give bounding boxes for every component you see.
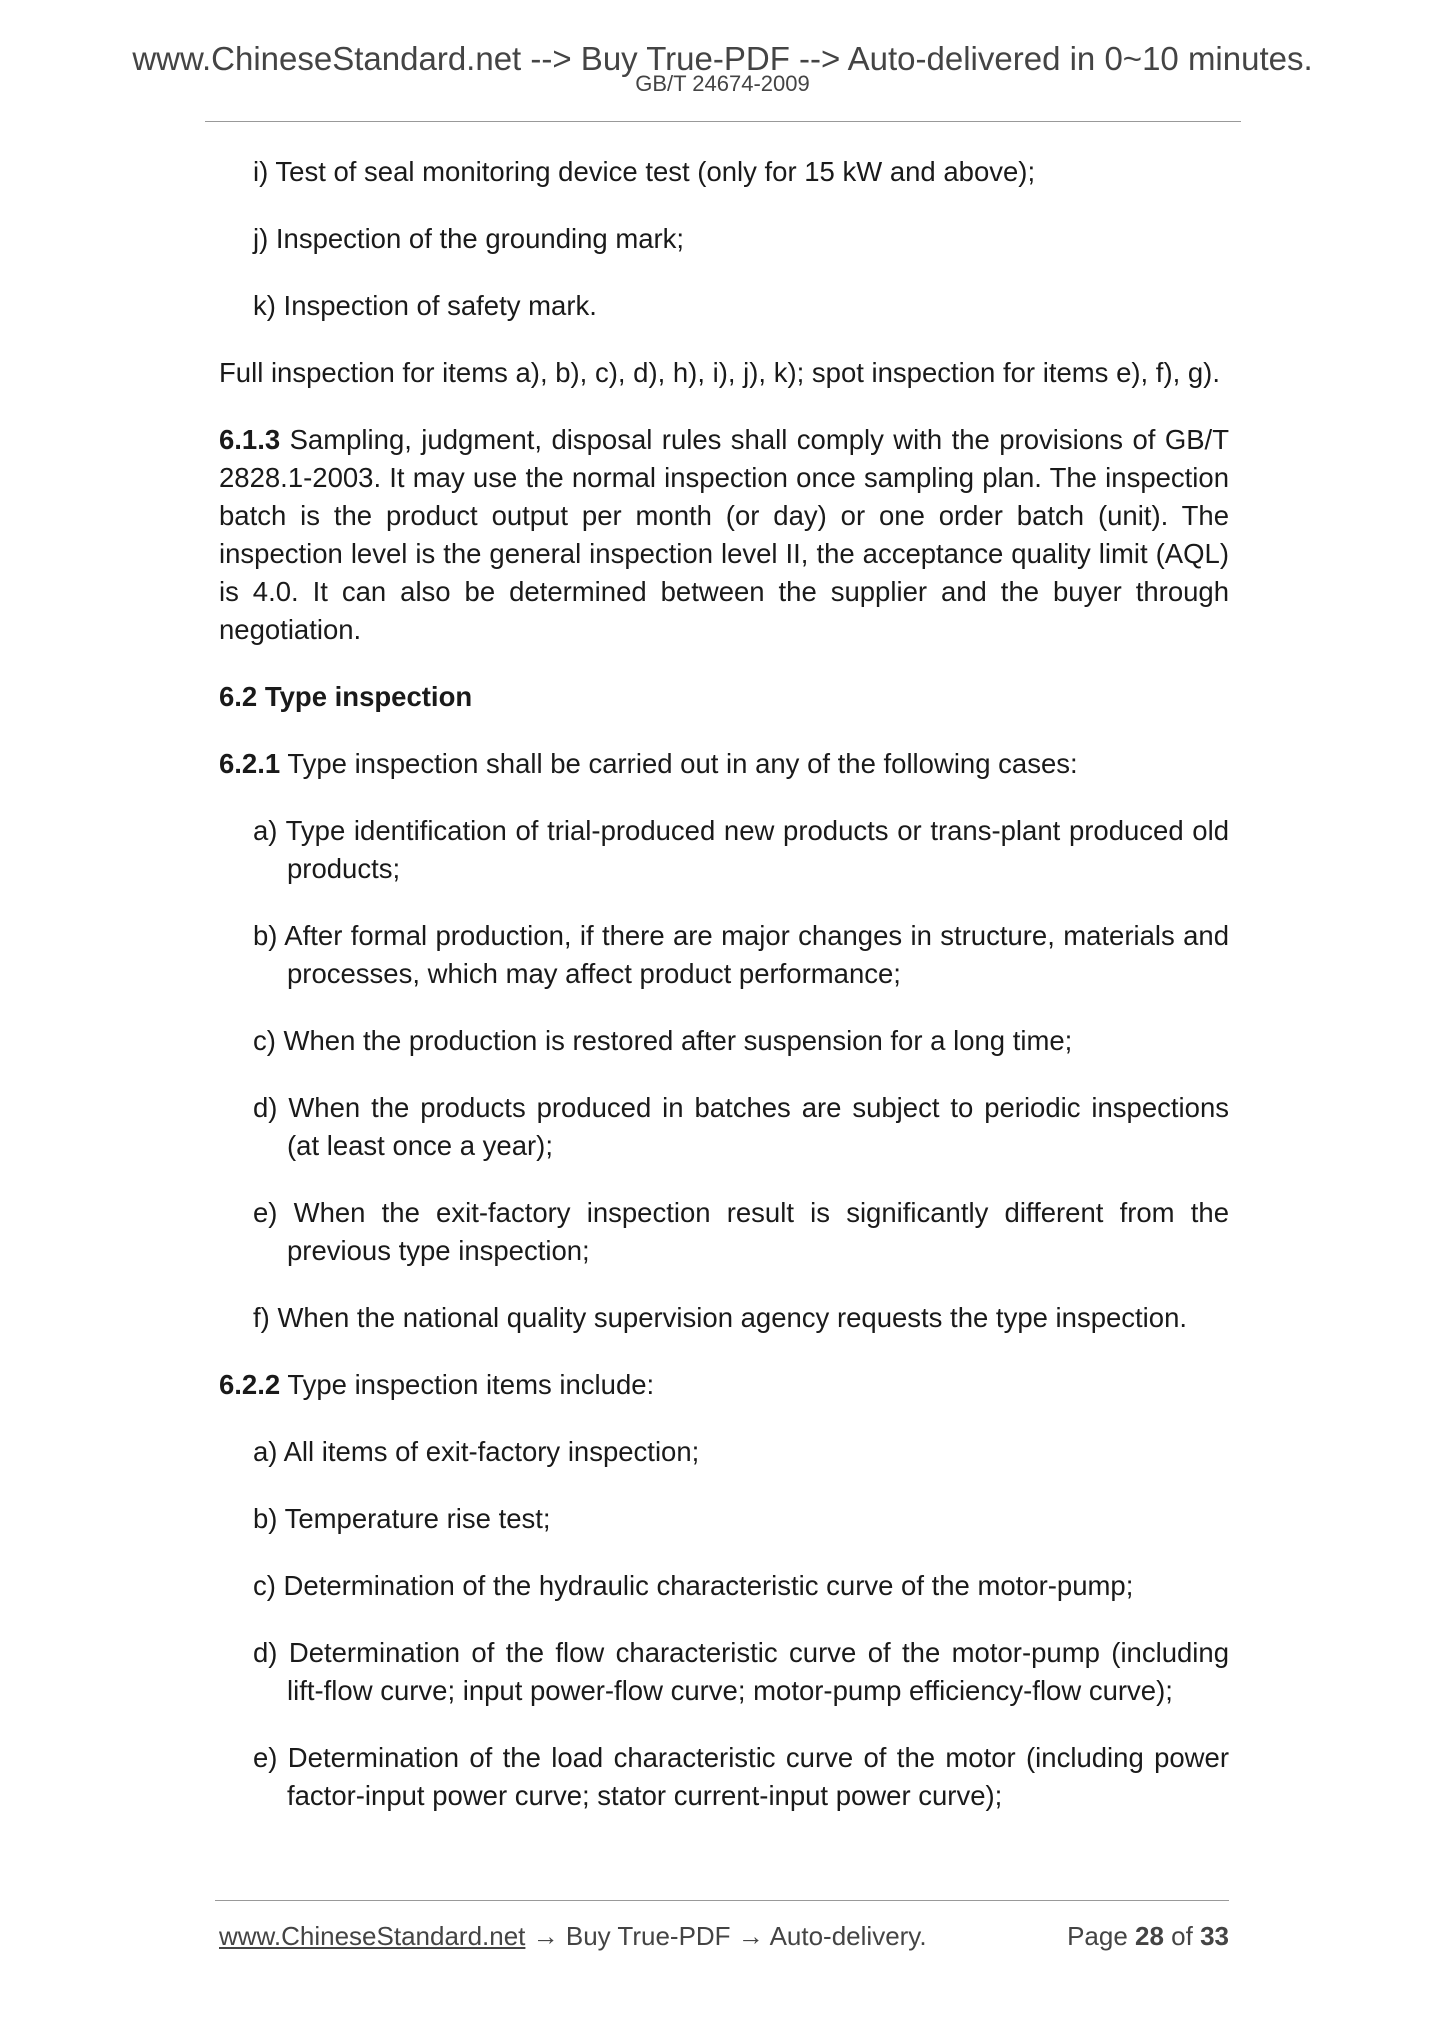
type-item: a) All items of exit-factory inspection; xyxy=(253,1436,700,1467)
list-item-j: j) Inspection of the grounding mark; xyxy=(253,223,685,254)
clause-text: Type inspection shall be carried out in any of the following cases: xyxy=(280,748,1078,779)
clause-number: 6.2.2 xyxy=(219,1369,281,1400)
page-of: of xyxy=(1163,1921,1201,1951)
clause-text: Type inspection items include: xyxy=(280,1369,655,1400)
section-heading-6-2: 6.2 Type inspection xyxy=(219,681,473,712)
case-item: b) After formal production, if there are major changes in structure, materials and processes, which may affect product performance; xyxy=(253,920,1229,989)
type-item: e) Determination of the load characteristic curve of the motor (including power factor-input power curve; stator current-input power curve); xyxy=(253,1742,1229,1811)
clause-number: 6.1.3 xyxy=(219,424,281,455)
page-number xyxy=(1067,1920,1229,1952)
list-item-k: k) Inspection of safety mark. xyxy=(253,290,597,321)
page-label: Page xyxy=(1067,1921,1136,1951)
list-item-i: i) Test of seal monitoring device test (only for 15 kW and above); xyxy=(253,156,1036,187)
standard-code: GB/T 24674-2009 xyxy=(635,71,810,96)
case-item: e) When the exit-factory inspection result is significantly different from the previous type inspection; xyxy=(253,1197,1229,1266)
document-body xyxy=(219,153,1229,1844)
page-current: 28 xyxy=(1135,1921,1164,1951)
footer-promo-text: → Buy True-PDF → Auto-delivery. xyxy=(525,1921,927,1951)
case-item: f) When the national quality supervision agency requests the type inspection. xyxy=(253,1302,1188,1333)
type-item: c) Determination of the hydraulic characteristic curve of the motor-pump; xyxy=(253,1570,1134,1601)
footer-promo xyxy=(219,1920,927,1952)
clause-number: 6.2.1 xyxy=(219,748,281,779)
case-item: c) When the production is restored after suspension for a long time; xyxy=(253,1025,1073,1056)
full-inspection-paragraph: Full inspection for items a), b), c), d), h), i), j), k); spot inspection for items e), f), g). xyxy=(219,357,1220,388)
clause-text: Sampling, judgment, disposal rules shall comply with the provisions of GB/T 2828.1-2003. It may use the normal inspection once sampling plan. The inspection batch is the product output per month (or day) or one order batch (unit). The inspection level is the general inspection level II, the acceptance quality limit (AQL) is 4.0. It can also be determined between the supplier and the buyer through negotiation. xyxy=(219,424,1229,645)
clause-6-2-2 xyxy=(219,1366,1229,1404)
page-total: 33 xyxy=(1200,1921,1229,1951)
header-banner: www.ChineseStandard.net --> Buy True-PDF --> Auto-delivered in 0~10 minutes. xyxy=(132,40,1313,77)
type-item: b) Temperature rise test; xyxy=(253,1503,551,1534)
case-item: a) Type identification of trial-produced new products or trans-plant produced old products; xyxy=(253,815,1229,884)
case-item: d) When the products produced in batches are subject to periodic inspections (at least once a year); xyxy=(253,1092,1229,1161)
header-divider xyxy=(205,121,1241,122)
clause-6-2-1 xyxy=(219,745,1229,783)
clause-6-1-3 xyxy=(219,421,1229,649)
footer-link[interactable]: www.ChineseStandard.net xyxy=(219,1921,526,1951)
type-item: d) Determination of the flow characteristic curve of the motor-pump (including lift-flow curve; input power-flow curve; motor-pump efficiency-flow curve); xyxy=(253,1637,1229,1706)
footer-divider xyxy=(215,1900,1229,1901)
